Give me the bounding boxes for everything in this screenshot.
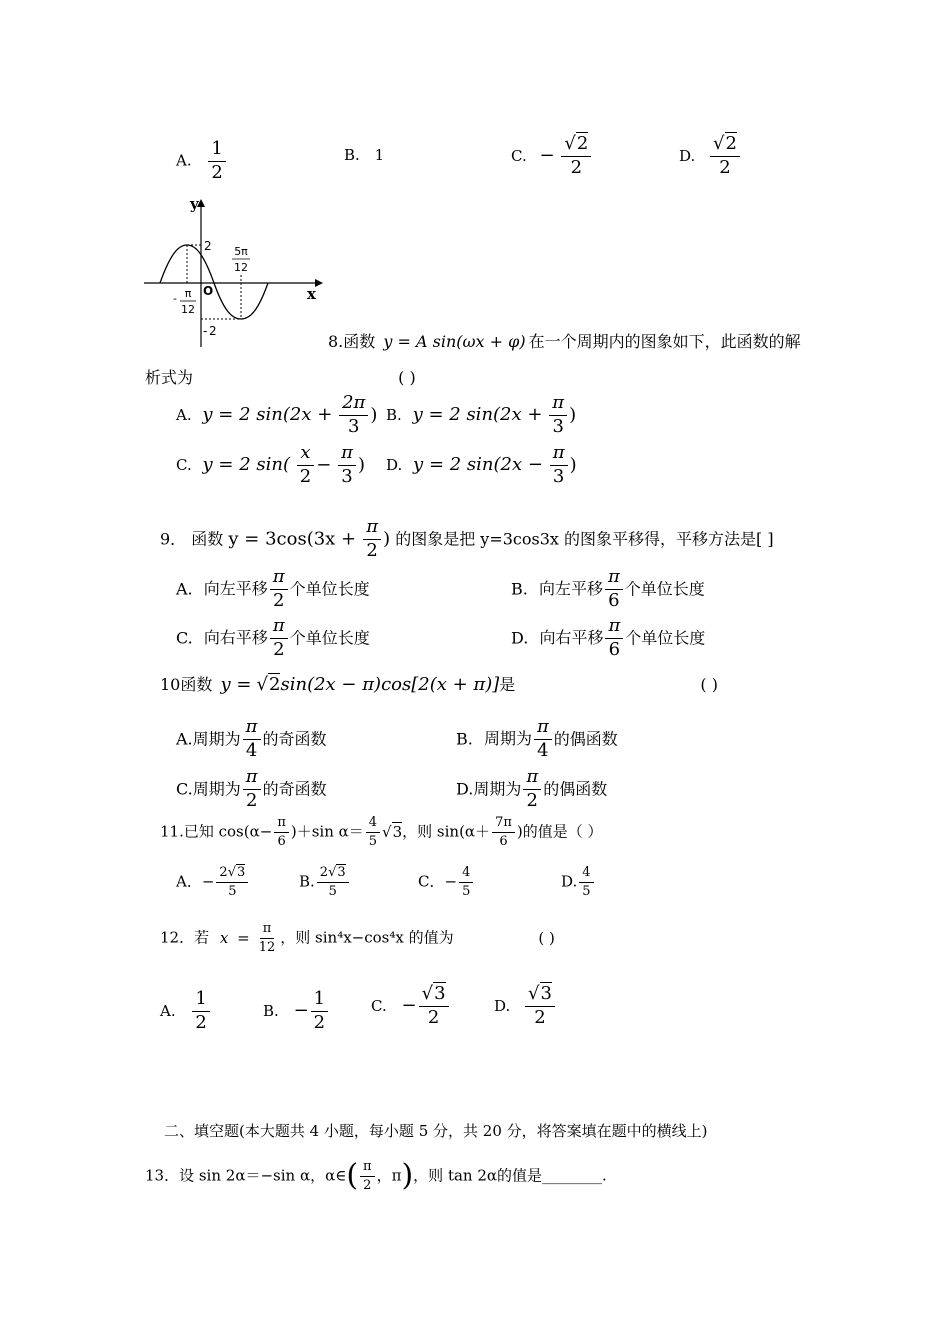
q7-option-b: B. 1 — [344, 146, 385, 164]
left-tick-den: 12 — [181, 303, 195, 316]
left-tick-sign: - — [173, 292, 177, 305]
q8-option-a: A. y = 2 sin(2x + $\frac{2\pi}{3}$ ) — [176, 392, 378, 437]
q10-stem: 10函数 y = √2sin(2x − π)cos[2(x + π)]是 ( ) — [160, 674, 718, 695]
q9-option-b: B. 向左平移 $\frac{\pi}{6}$ 个单位长度 — [511, 566, 705, 611]
q9-stem: 9． 函数 y = 3cos(3x + $\frac{\pi}{2}$ ) 的图象是把 y=3cos3x 的图象平移得，平移方法是[ ] — [160, 516, 774, 561]
trough-value-label: 2 — [209, 324, 217, 338]
q12-option-b: B. − $\frac{1}{2}$ — [263, 990, 330, 1033]
q10-option-c: C.周期为 $\frac{\pi}{2}$ 的奇函数 — [176, 766, 327, 811]
left-tick-num: π — [184, 287, 192, 300]
q12-stem: 12．若 x = $\frac{\pi}{12}$ ，则 sin⁴x−cos⁴x 的值为 ( ) — [160, 921, 555, 955]
q11-option-c: C．− $\frac{4}{5}$ — [418, 866, 475, 898]
q12-option-d: D. $\frac{√3}{2}$ — [494, 985, 557, 1028]
q10-option-a: A.周期为 $\frac{\pi}{4}$ 的奇函数 — [176, 716, 327, 761]
x-axis-arrow — [315, 279, 323, 287]
q9-option-c: C. 向右平移 $\frac{\pi}{2}$ 个单位长度 — [176, 615, 370, 660]
right-tick-den: 12 — [234, 261, 248, 274]
q7-option-d: D. $\frac{√2}{2}$ — [679, 135, 742, 178]
q7-option-c: C. − $\frac{√2}{2}$ — [511, 135, 593, 178]
q8-stem-cont: 析式为 ( ) — [145, 368, 416, 387]
origin-label: O — [203, 284, 214, 298]
q10-option-b: B. 周期为 $\frac{\pi}{4}$ 的偶函数 — [456, 716, 618, 761]
q11-option-b: B. $\frac{2√3}{5}$ — [299, 866, 351, 898]
sine-curve — [160, 245, 268, 319]
q8-option-c: C. y = 2 sin( $\frac{x}{2}$ − $\frac{\pi}{3}$ ) — [176, 442, 365, 487]
section-heading: 二、填空题(本大题共 4 小题，每小题 5 分，共 20 分，将答案填在题中的横线上) — [164, 1122, 708, 1140]
q8-option-d: D. y = 2 sin(2x − $\frac{\pi}{3}$ ) — [386, 442, 577, 487]
q11-option-d: D. $\frac{4}{5}$ — [561, 866, 596, 898]
q13-stem: 13．设 sin 2α＝−sin α，α∈( $\frac{\pi}{2}$ ，π)，则 tan 2α的值是________. — [145, 1158, 607, 1194]
q7-option-a: A. $\frac{1}{2}$ — [176, 140, 228, 183]
q10-option-d: D.周期为 $\frac{\pi}{2}$ 的偶函数 — [456, 766, 608, 811]
q9-option-d: D. 向右平移 $\frac{\pi}{6}$ 个单位长度 — [511, 615, 706, 660]
q8-option-b: B. y = 2 sin(2x + $\frac{\pi}{3}$ ) — [386, 392, 577, 437]
peak-value-label: 2 — [204, 239, 212, 253]
q8-stem: 8.函数 y = A sin(ωx + φ) 在一个周期内的图象如下，此函数的解 — [328, 332, 801, 351]
q11-option-a: A．− $\frac{2√3}{5}$ — [176, 866, 250, 898]
q11-stem: 11.已知 cos(α− $\frac{\pi}{6}$ )＋sin α＝ $\frac{4}{5}$ √3，则 sin(α＋ $\frac{7\pi}{6}$ )的值是（ ） — [160, 815, 603, 849]
y-label: y — [190, 195, 199, 213]
q12-option-c: C. − $\frac{√3}{2}$ — [371, 985, 451, 1028]
q9-option-a: A. 向左平移 $\frac{\pi}{2}$ 个单位长度 — [176, 566, 370, 611]
q12-option-a: A. $\frac{1}{2}$ — [160, 990, 212, 1033]
x-label: x — [307, 285, 316, 303]
trough-sign: - — [203, 324, 208, 338]
right-tick-num: 5π — [234, 245, 248, 258]
sine-graph — [140, 195, 330, 355]
